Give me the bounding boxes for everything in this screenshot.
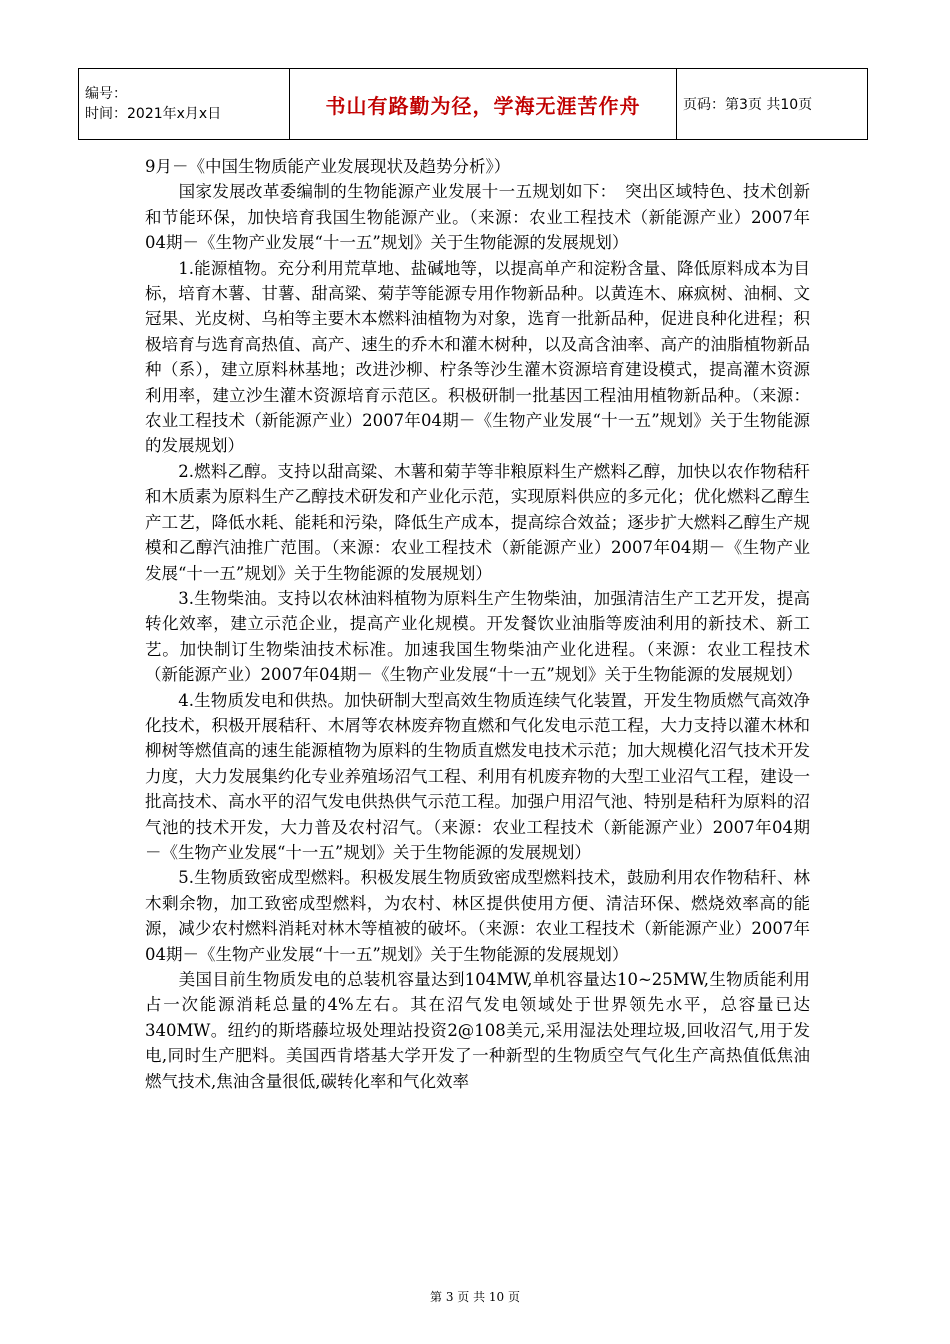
header-meta-cell — [79, 69, 290, 140]
document-number-label: 编号： — [85, 86, 127, 102]
header-table — [78, 68, 868, 140]
paragraph-fuel-ethanol: 2.燃料乙醇。支持以甜高粱、木薯和菊芋等非粮原料生产燃料乙醇，加快以农作物秸秆和木质素为原料生产乙醇技术研发和产业化示范，实现原料供应的多元化；优化燃料乙醇生产工艺，降低水耗、能耗和污染，降低生产成本，提高综合效益；逐步扩大燃料乙醇生产规模和乙醇汽油推广范围。（来源：农业工程技术（新能源产业）2007年04期－《生物产业发展“十一五”规划》关于生物能源的发展规划） — [145, 461, 810, 583]
document-time-label: 时间：2021年x月x日 — [85, 106, 222, 122]
page-footer: 第 3 页 共 10 页 — [430, 1290, 520, 1304]
paragraph-biodiesel: 3.生物柴油。支持以农林油料植物为原料生产生物柴油，加强清洁生产工艺开发，提高转化效率，建立示范企业，提高产业化规模。开发餐饮业油脂等废油利用的新技术、新工艺。加快制订生物柴油技术标准。加速我国生物柴油产业化进程。（来源：农业工程技术（新能源产业）2007年04期－《生物产业发展“十一五”规划》关于生物能源的发展规划） — [145, 588, 810, 685]
paragraph-densified-fuel: 5.生物质致密成型燃料。积极发展生物质致密成型燃料技术，鼓励利用农作物秸秆、林木剩余物，加工致密成型燃料，为农村、林区提供使用方便、清洁环保、燃烧效率高的能源，减少农村燃料消耗对林木等植被的破坏。（来源：农业工程技术（新能源产业）2007年04期－《生物产业发展“十一五”规划》关于生物能源的发展规划） — [145, 868, 810, 964]
paragraph-plan-intro: 国家发展改革委编制的生物能源产业发展十一五规划如下： 突出区域特色、技术创新和节能环保，加快培育我国生物能源产业。（来源：农业工程技术（新能源产业）2007年04期－《生物产业发展“十一五”规划》关于生物能源的发展规划） — [145, 182, 810, 253]
paragraph-energy-plants: 1.能源植物。充分利用荒草地、盐碱地等，以提高单产和淀粉含量、降低原料成本为目标，培育木薯、甘薯、甜高粱、菊芋等能源专用作物新品种。以黄连木、麻疯树、油桐、文冠果、光皮树、乌桕等主要木本燃料油植物为对象，选育一批新品种，促进良种化进程；积极培育与选育高热值、高产、速生的乔木和灌木树种，以及高含油率、高产的油脂植物新品种（系），建立原料林基地；改进沙柳、柠条等沙生灌木资源培育建设模式，提高灌木资源利用率，建立沙生灌木资源培育示范区。积极研制一批基因工程油用植物新品种。（来源：农业工程技术（新能源产业）2007年04期－《生物产业发展“十一五”规划》关于生物能源的发展规划） — [145, 258, 810, 456]
header-motto: 书山有路勤为径，学海无涯苦作舟 — [290, 69, 677, 140]
paragraph-source-tail: 9月－《中国生物质能产业发展现状及趋势分析》） — [145, 157, 511, 176]
paragraph-us-biomass: 美国目前生物质发电的总装机容量达到104MW,单机容量达10~25MW,生物质能利用占一次能源消耗总量的4%左右。其在沼气发电领域处于世界领先水平，总容量已达340MW。纽约的斯塔藤垃圾处理站投资2@108美元,采用湿法处理垃圾,回收沼气,用于发电,同时生产肥料。美国西肯塔基大学开发了一种新型的生物质空气气化生产高热值低焦油燃气技术,焦油含量很低,碳转化率和气化效率 — [145, 970, 810, 1091]
header-page-label: 页码：第3页 共10页 — [677, 69, 868, 140]
paragraph-biomass-power: 4.生物质发电和供热。加快研制大型高效生物质连续气化装置，开发生物质燃气高效净化技术，积极开展秸秆、木屑等农林废弃物直燃和气化发电示范工程，大力支持以灌木林和柳树等燃值高的速生能源植物为原料的生物质直燃发电技术示范；加大规模化沼气技术开发力度，大力发展集约化专业养殖场沼气工程、利用有机废弃物的大型工业沼气工程，建设一批高技术、高水平的沼气发电供热供气示范工程。加强户用沼气池、特别是秸秆为原料的沼气池的技术开发，大力普及农村沼气。（来源：农业工程技术（新能源产业）2007年04期－《生物产业发展“十一五”规划》关于生物能源的发展规划） — [145, 690, 810, 862]
document-body — [145, 154, 810, 1094]
